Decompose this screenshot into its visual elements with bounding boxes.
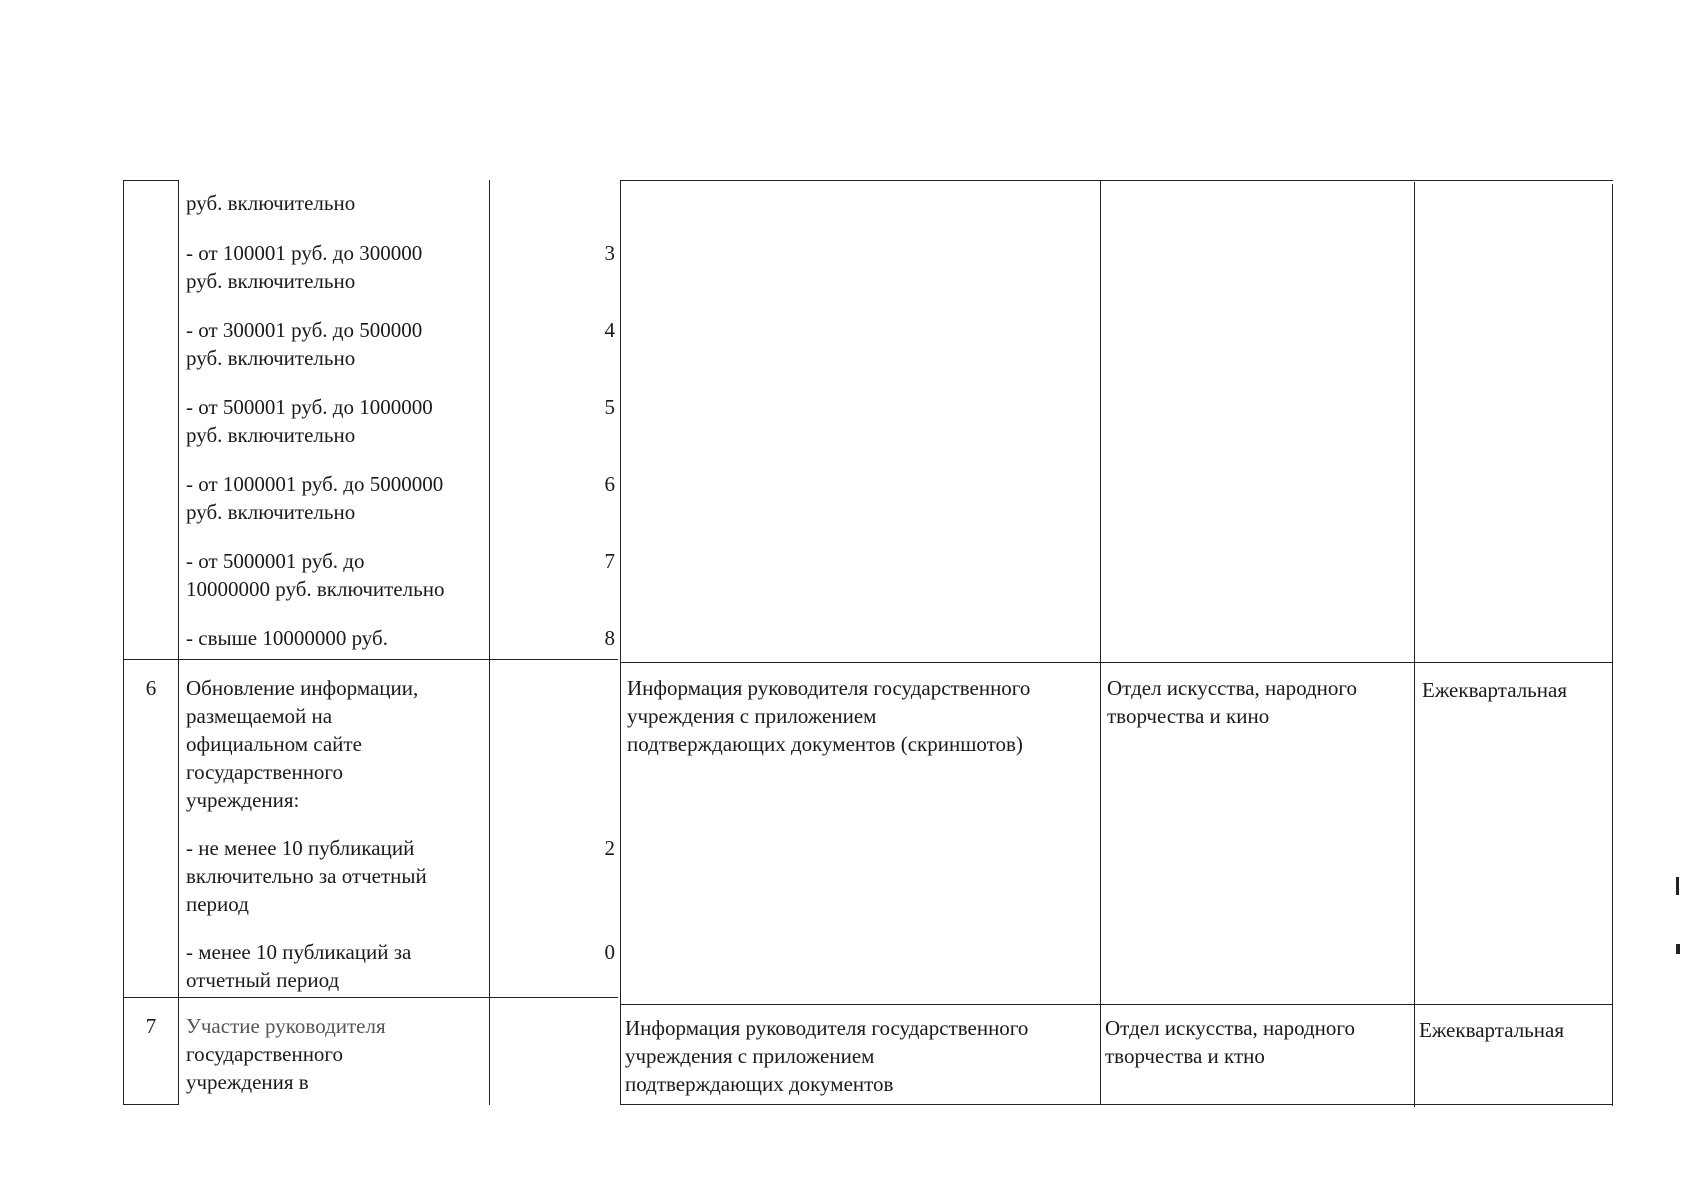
grid-line [123,659,618,660]
row-title-line: учреждения в [186,1070,309,1094]
source-line: подтверждающих документов (скриншотов) [627,732,1023,756]
grid-line [620,1004,1613,1005]
source-line: Информация руководителя государственного [625,1016,1029,1040]
criterion-points: 0 [604,940,615,964]
criterion-points: 8 [604,626,615,650]
grid-line [1414,182,1415,1107]
grid-line [123,180,179,181]
criterion-line: отчетный период [186,968,340,992]
criterion-line: - от 1000001 руб. до 5000000 [186,472,444,496]
frequency: Ежеквартальная [1422,678,1567,702]
criterion-line: руб. включительно [186,423,356,447]
grid-line [123,1104,179,1105]
grid-line [620,180,621,1105]
frequency: Ежеквартальная [1419,1018,1564,1042]
criterion-points: 6 [604,472,615,496]
criterion-points: 2 [604,836,615,860]
grid-line [178,180,179,1105]
grid-line [620,1104,1613,1105]
criterion-line: 10000000 руб. включительно [186,577,445,601]
scan-speck [1676,944,1680,954]
row-title-line: размещаемой на [186,704,333,728]
criterion-points: 4 [604,318,615,342]
row-number: 6 [145,676,157,700]
criterion-line: включительно за отчетный [186,864,427,888]
row-title-line: официальном сайте [186,732,362,756]
responsible-line: творчества и ктно [1105,1044,1265,1068]
responsible-line: Отдел искусства, народного [1107,676,1358,700]
responsible-line: Отдел искусства, народного [1105,1016,1356,1040]
source-line: Информация руководителя государственного [627,676,1031,700]
criterion-line: руб. включительно [186,191,356,215]
criterion-line: период [186,892,249,916]
criterion-line: - от 5000001 руб. до [186,549,365,573]
grid-line [1612,184,1613,1106]
grid-line [489,180,490,1105]
criterion-line: руб. включительно [186,346,356,370]
criterion-points: 7 [604,549,615,573]
scan-speck [1676,877,1679,895]
row-title-line: государственного [186,760,344,784]
source-line: учреждения с приложением [627,704,877,728]
row-title-line: Обновление информации, [186,676,419,700]
criterion-line: руб. включительно [186,269,356,293]
grid-line [620,180,1613,181]
source-line: учреждения с приложением [625,1044,875,1068]
criterion-line: - менее 10 публикаций за [186,940,412,964]
grid-line [123,997,618,998]
source-line: подтверждающих документов [625,1072,894,1096]
responsible-line: творчества и кино [1107,704,1270,728]
criterion-line: - от 500001 руб. до 1000000 [186,395,433,419]
row-title-line: государственного [186,1042,344,1066]
row-title-line: Участие руководителя [186,1014,386,1038]
criterion-line: - от 100001 руб. до 300000 [186,241,423,265]
row-number: 7 [145,1014,157,1038]
criterion-line: - свыше 10000000 руб. [186,626,388,650]
criterion-line: - от 300001 руб. до 500000 [186,318,423,342]
criterion-points: 5 [604,395,615,419]
criterion-line: - не менее 10 публикаций [186,836,415,860]
criterion-line: руб. включительно [186,500,356,524]
grid-line [123,180,124,1105]
grid-line [1100,180,1101,1105]
criterion-points: 3 [604,241,615,265]
grid-line [620,662,1613,663]
row-title-line: учреждения: [186,788,300,812]
